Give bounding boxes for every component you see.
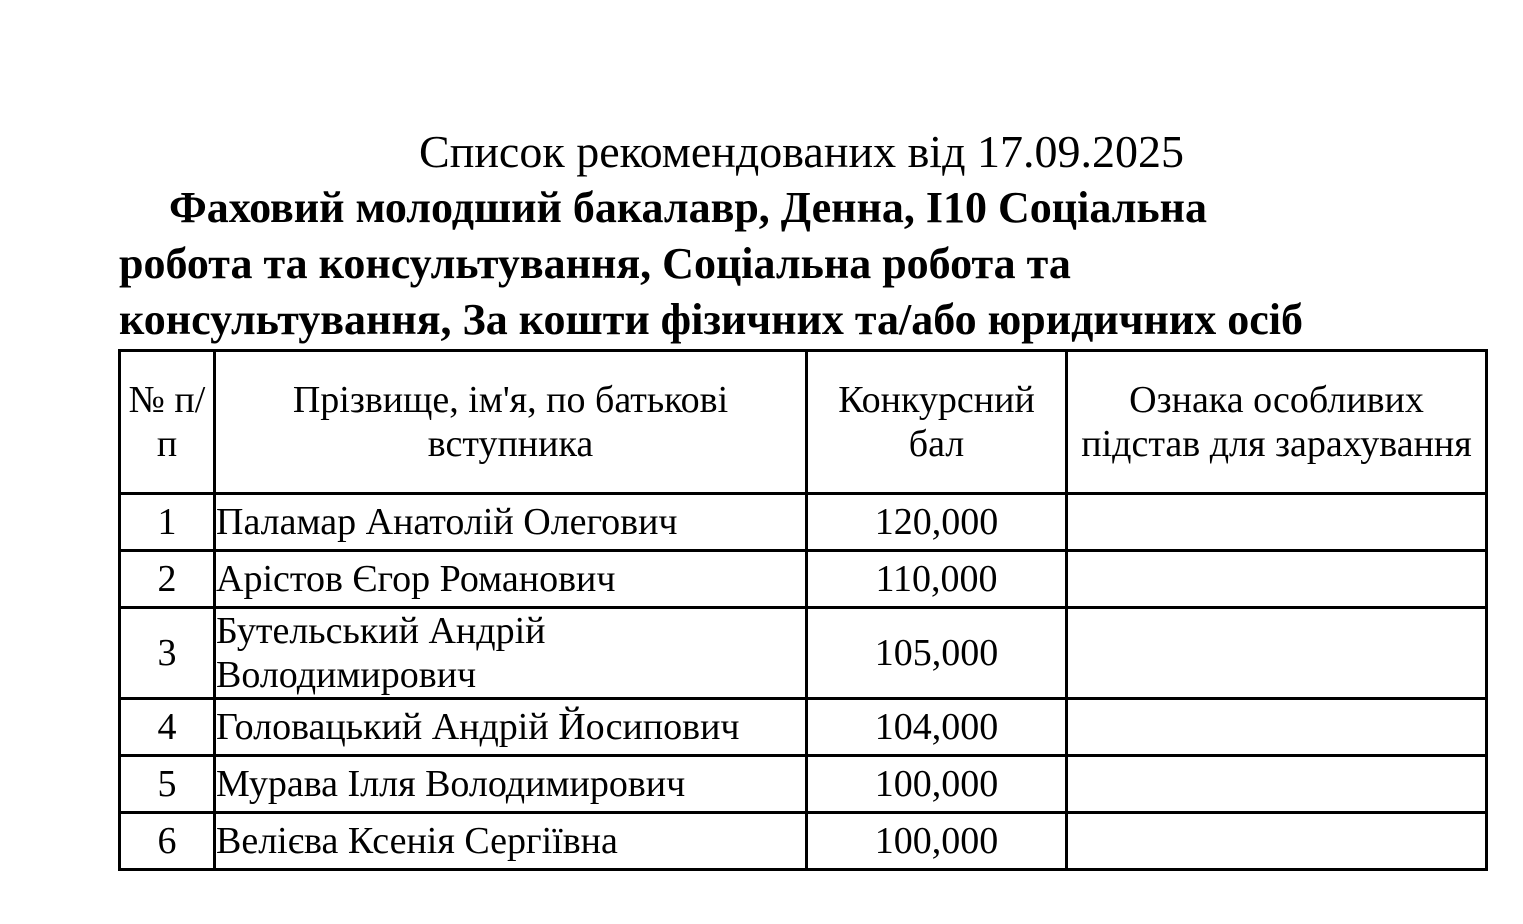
page-title: Список рекомендованих від 17.09.2025 [419,126,1184,177]
row-full-name: Паламар Анатолій Олегович [215,494,807,551]
row-full-name: Бутельський Андрій Володимирович [215,608,807,699]
recommended-list-table [118,349,1488,871]
row-score: 120,000 [807,494,1067,551]
row-number: 4 [120,699,215,756]
page-subtitle [119,180,1484,348]
row-score: 105,000 [807,608,1067,699]
header-score: Конкурсний бал [807,351,1067,494]
row-number: 5 [120,756,215,813]
table-body [120,494,1487,870]
table-row [120,608,1487,699]
row-full-name: Велієва Ксенія Сергіївна [215,813,807,870]
row-number: 6 [120,813,215,870]
header-special-grounds: Ознака особливих підстав для зарахування [1067,351,1487,494]
table-row [120,756,1487,813]
row-special-grounds [1067,551,1487,608]
row-special-grounds [1067,756,1487,813]
subtitle-line: консультування, За кошти фізичних та/або юридичних осіб [119,295,1304,344]
row-score: 110,000 [807,551,1067,608]
row-special-grounds [1067,608,1487,699]
row-special-grounds [1067,494,1487,551]
row-special-grounds [1067,813,1487,870]
table-header [120,351,1487,494]
row-number: 3 [120,608,215,699]
row-number: 1 [120,494,215,551]
table-header-row [120,351,1487,494]
header-number: № п/п [120,351,215,494]
table-row [120,813,1487,870]
row-full-name: Головацький Андрій Йосипович [215,699,807,756]
table-row [120,551,1487,608]
row-score: 100,000 [807,756,1067,813]
subtitle-line: робота та консультування, Соціальна робота та [119,239,1071,288]
row-score: 104,000 [807,699,1067,756]
table-row [120,699,1487,756]
row-number: 2 [120,551,215,608]
row-full-name: Мурава Ілля Володимирович [215,756,807,813]
row-special-grounds [1067,699,1487,756]
header-full-name: Прізвище, ім'я, по батькові вступника [215,351,807,494]
row-score: 100,000 [807,813,1067,870]
table-row [120,494,1487,551]
row-full-name: Арістов Єгор Романович [215,551,807,608]
subtitle-line: Фаховий молодший бакалавр, Денна, І10 Соціальна [169,183,1208,232]
